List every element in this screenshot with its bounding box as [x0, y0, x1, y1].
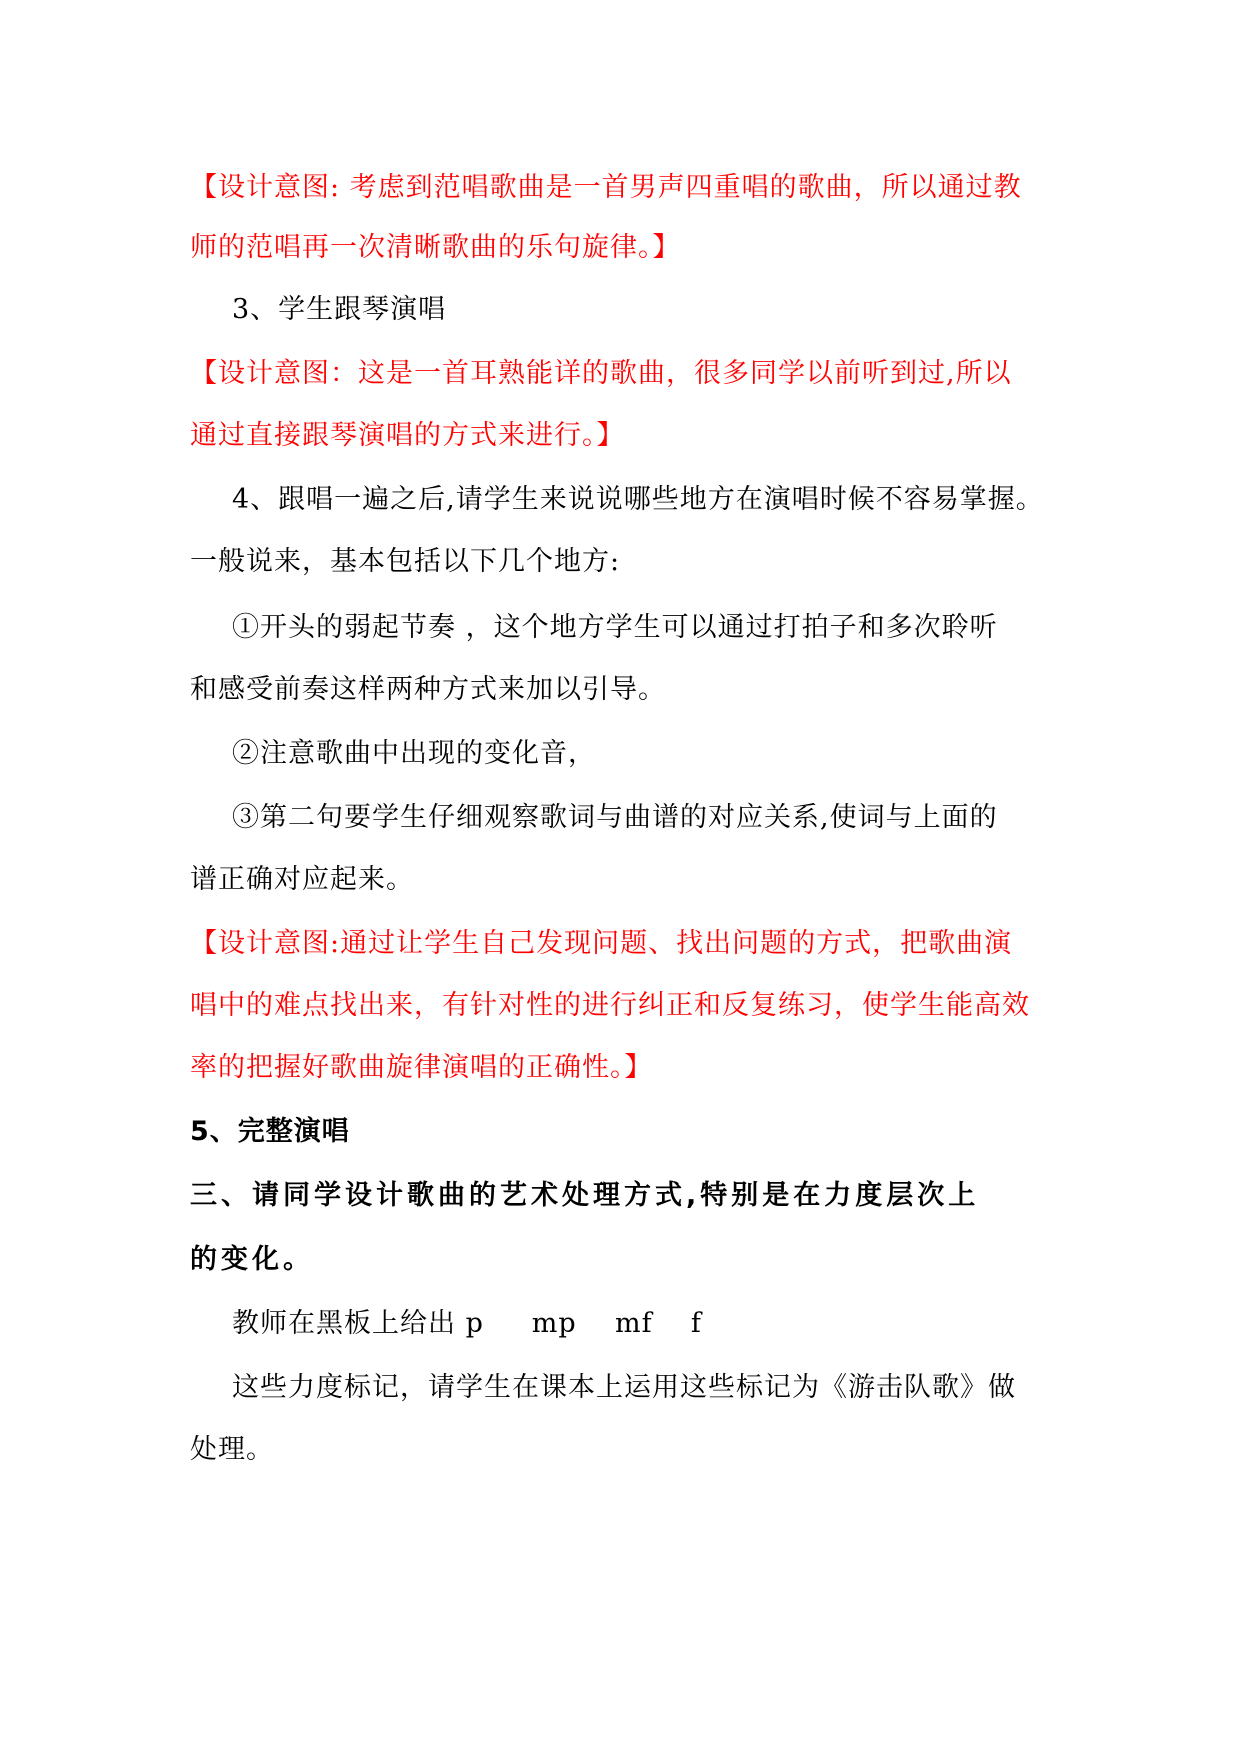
design-intent-2-line-1: 【设计意图：这是一首耳熟能详的歌曲，很多同学以前听到过,所以 [190, 358, 1012, 389]
point-1-line-1: ①开头的弱起节奏 ，这个地方学生可以通过打拍子和多次聆听 [232, 612, 998, 643]
step-4-line-1: 4、跟唱一遍之后,请学生来说说哪些地方在演唱时候不容易掌握。 [232, 484, 1044, 515]
step-3-heading: 3、学生跟琴演唱 [232, 294, 447, 325]
dynamics-marks-line: 教师在黑板上给出 p mp mf f [232, 1308, 702, 1339]
point-2-line: ②注意歌曲中出现的变化音， [232, 738, 596, 769]
section-3-heading-line-2: 的变化。 [190, 1244, 314, 1275]
design-intent-2-line-2: 通过直接跟琴演唱的方式来进行。】 [190, 420, 625, 451]
dynamics-instruction-line-1: 这些力度标记，请学生在课本上运用这些标记为《游击队歌》做 [232, 1372, 1016, 1403]
design-intent-1-line-1: 【设计意图: 考虑到范唱歌曲是一首男声四重唱的歌曲，所以通过教 [190, 172, 1022, 203]
point-1-line-2: 和感受前奏这样两种方式来加以引导。 [190, 674, 666, 705]
point-3-line-2: 谱正确对应起来。 [190, 864, 414, 895]
design-intent-3-line-3: 率的把握好歌曲旋律演唱的正确性。】 [190, 1052, 653, 1083]
step-4-line-2: 一般说来，基本包括以下几个地方: [190, 546, 621, 577]
point-3-line-1: ③第二句要学生仔细观察歌词与曲谱的对应关系,使词与上面的 [232, 802, 998, 833]
design-intent-3-line-1: 【设计意图:通过让学生自己发现问题、找出问题的方式，把歌曲演 [190, 928, 1013, 959]
section-3-heading-line-1: 三、请同学设计歌曲的艺术处理方式,特别是在力度层次上 [190, 1180, 980, 1211]
design-intent-3-line-2: 唱中的难点找出来，有针对性的进行纠正和反复练习，使学生能高效 [190, 990, 1030, 1021]
dynamics-instruction-line-2: 处理。 [190, 1434, 274, 1465]
design-intent-1-line-2: 师的范唱再一次清晰歌曲的乐句旋律。】 [190, 232, 681, 263]
step-5-heading: 5、完整演唱 [190, 1116, 350, 1147]
